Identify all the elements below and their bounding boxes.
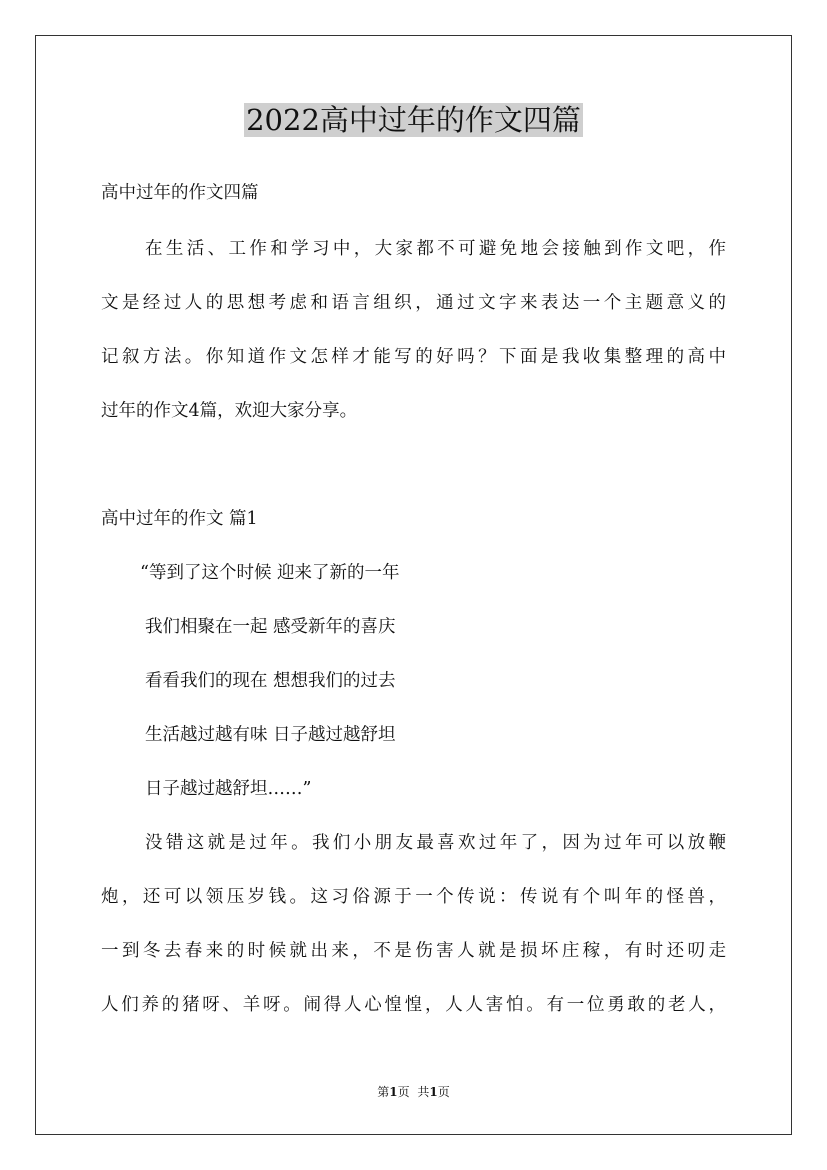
subtitle: 高中过年的作文四篇: [101, 183, 259, 203]
intro-line: 过年的作文4篇，欢迎大家分享。: [101, 401, 358, 421]
page-footer: [0, 1083, 827, 1101]
body-line: 人们养的猪呀、羊呀。闹得人心惶惶，人人害怕。有一位勇敢的老人，: [101, 995, 726, 1015]
poem-line: 日子越过越舒坦……”: [145, 779, 312, 799]
body-line: 炮，还可以领压岁钱。这习俗源于一个传说：传说有个叫年的怪兽，: [101, 887, 726, 907]
section-heading: 高中过年的作文 篇1: [101, 509, 258, 529]
poem-line: 看看我们的现在 想想我们的过去: [145, 671, 396, 691]
document-title-text: 2022高中过年的作文四篇: [246, 103, 581, 137]
page-prefix: 第: [377, 1085, 390, 1099]
poem-line: 生活越过越有味 日子越过越舒坦: [145, 725, 396, 745]
page-number: 1: [389, 1085, 398, 1099]
intro-line: 在生活、工作和学习中，大家都不可避免地会接触到作文吧，作: [145, 239, 726, 259]
intro-line: 文是经过人的思想考虑和语言组织，通过文字来表达一个主题意义的: [101, 293, 726, 313]
total-pages: 1: [429, 1085, 438, 1099]
total-prefix: 共: [417, 1085, 430, 1099]
intro-line: 记叙方法。你知道作文怎样才能写的好吗？下面是我收集整理的高中: [101, 347, 726, 367]
document-title: [0, 98, 827, 142]
body-line: 一到冬去春来的时候就出来，不是伤害人就是损坏庄稼，有时还叨走: [101, 941, 726, 961]
total-suffix: 页: [437, 1085, 450, 1099]
poem-line: 我们相聚在一起 感受新年的喜庆: [145, 617, 396, 637]
body-line: 没错这就是过年。我们小朋友最喜欢过年了，因为过年可以放鞭: [145, 833, 726, 853]
poem-line: “等到了这个时候 迎来了新的一年: [140, 563, 400, 583]
page-suffix: 页: [397, 1085, 410, 1099]
